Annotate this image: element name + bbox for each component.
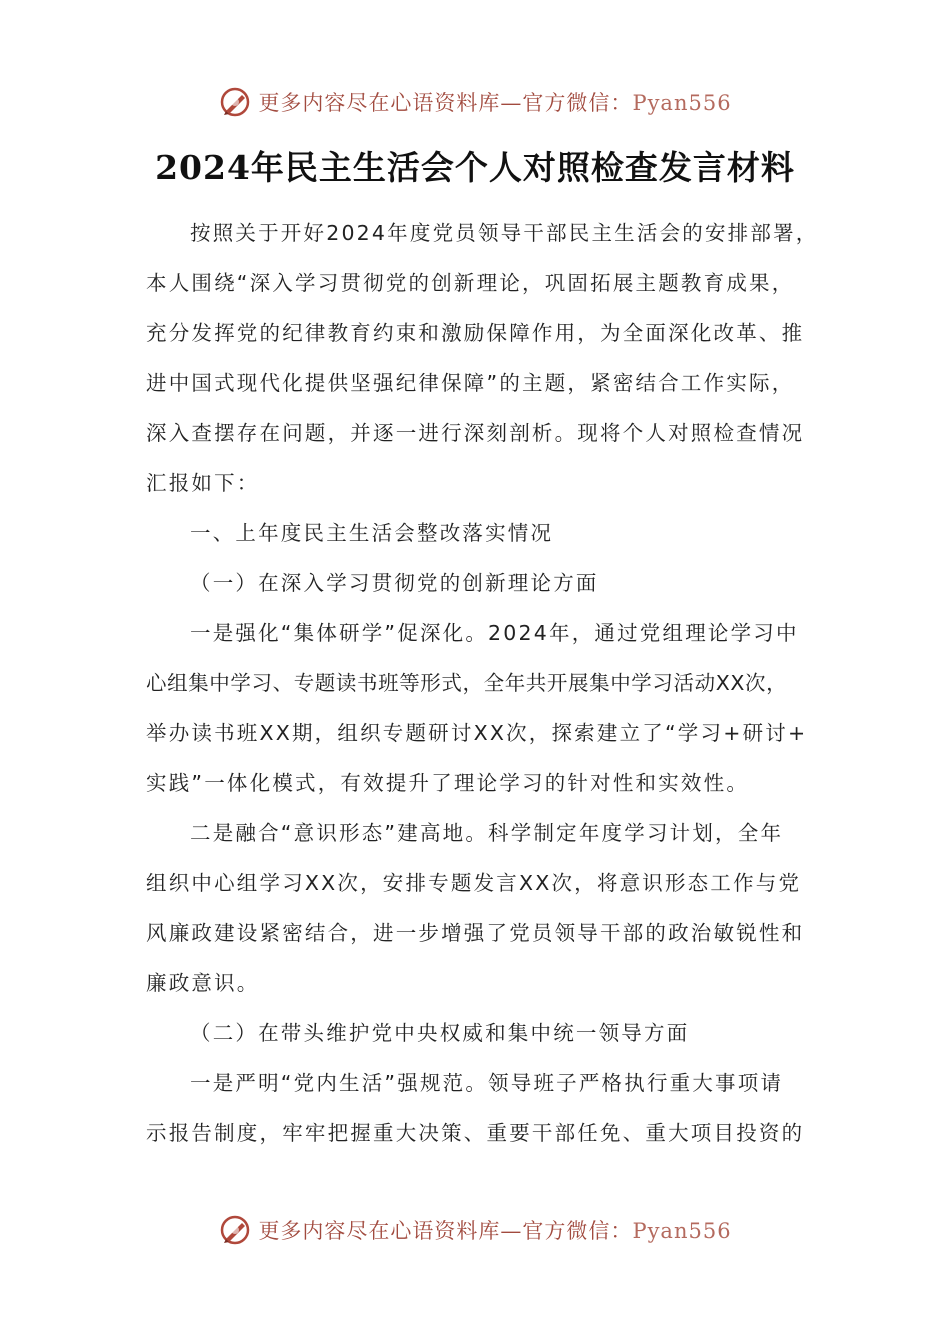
footer-banner [0, 1210, 950, 1250]
section-heading: 一、上年度民主生活会整改落实情况 [190, 521, 554, 545]
pen-logo-icon [218, 85, 252, 119]
paragraph-line: 实践”一体化模式，有效提升了理论学习的针对性和实效性。 [146, 771, 750, 795]
paragraph-line: 按照关于开好2024年度党员领导干部民主生活会的安排部署， [190, 221, 819, 245]
banner-text [258, 87, 731, 117]
paragraph-line: 组织中心组学习XX次，安排专题发言XX次，将意识形态工作与党 [146, 871, 802, 895]
paragraph-line: 举办读书班XX期，组织专题研讨XX次，探索建立了“学习+研讨+ [146, 721, 808, 745]
banner-text [258, 1215, 731, 1245]
subsection-heading: （二）在带头维护党中央权威和集中统一领导方面 [190, 1021, 690, 1045]
paragraph-line: 一是严明“党内生活”强规范。领导班子严格执行重大事项请 [190, 1071, 784, 1095]
pen-logo-icon [218, 1213, 252, 1247]
paragraph-line: 二是融合“意识形态”建高地。科学制定年度学习计划，全年 [190, 821, 784, 845]
document-title: 2024年民主生活会个人对照检查发言材料 [155, 148, 795, 187]
paragraph-line: 充分发挥党的纪律教育约束和激励保障作用，为全面深化改革、推 [146, 321, 805, 345]
paragraph-line: 心组集中学习、专题读书班等形式，全年共开展集中学习活动XX次， [146, 671, 788, 695]
subsection-heading: （一）在深入学习贯彻党的创新理论方面 [190, 571, 599, 595]
paragraph-line: 廉政意识。 [146, 971, 260, 995]
document-body [146, 208, 819, 1158]
banner-wechat-id: Pyan556 [632, 91, 732, 115]
paragraph-line: 深入查摆存在问题，并逐一进行深刻剖析。现将个人对照检查情况 [146, 421, 805, 445]
banner-promo-text: 更多内容尽在心语资料库—官方微信： [258, 1219, 633, 1243]
paragraph-line: 本人围绕“深入学习贯彻党的创新理论，巩固拓展主题教育成果， [146, 271, 795, 295]
paragraph-line: 一是强化“集体研学”促深化。2024年，通过党组理论学习中 [190, 621, 799, 645]
banner-wechat-id: Pyan556 [632, 1219, 732, 1243]
banner-promo-text: 更多内容尽在心语资料库—官方微信： [258, 91, 633, 115]
paragraph-line: 风廉政建设紧密结合，进一步增强了党员领导干部的政治敏锐性和 [146, 921, 805, 945]
paragraph-line: 汇报如下： [146, 471, 260, 495]
paragraph-line: 示报告制度，牢牢把握重大决策、重要干部任免、重大项目投资的 [146, 1121, 805, 1145]
header-banner [0, 82, 950, 122]
paragraph-line: 进中国式现代化提供坚强纪律保障”的主题，紧密结合工作实际， [146, 371, 795, 395]
